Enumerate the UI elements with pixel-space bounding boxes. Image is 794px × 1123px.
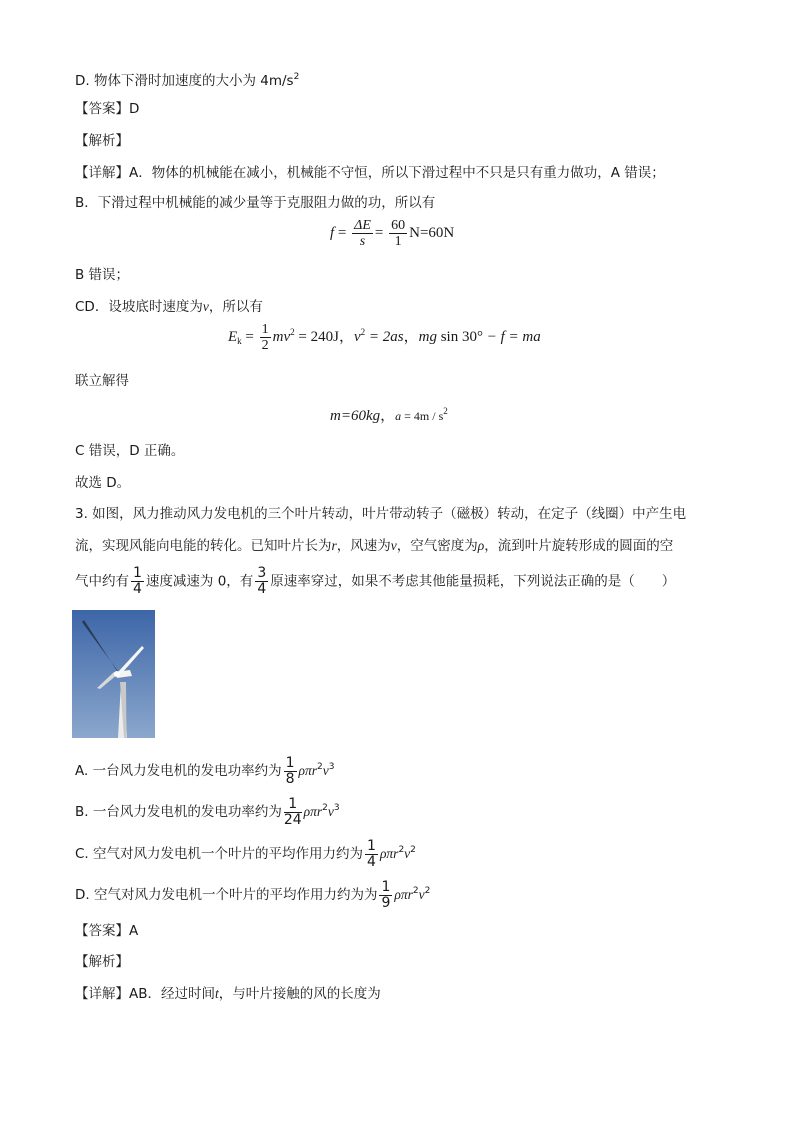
option-b: B. 一台风力发电机的发电功率约为 $\frac{1}{24}$ $\rho\pi r^2v^3$ bbox=[75, 795, 340, 828]
equation-result: m=60kg，$a = 4m / s^2$ bbox=[330, 406, 448, 424]
fraction-one-quarter: $\frac{1}{4}$ bbox=[133, 565, 142, 597]
option-d: D. 空气对风力发电机一个叶片的平均作用力约为为 $\frac{1}{9}$ $\rho\pi r^2v^2$ bbox=[75, 878, 431, 911]
wind-turbine-photo bbox=[72, 610, 155, 738]
option-a: A. 一台风力发电机的发电功率约为 $\frac{1}{8}$ $\rho\pi r^2v^3$ bbox=[75, 754, 335, 787]
fraction-one-half: $\frac{1}{2}$ bbox=[261, 322, 269, 353]
option-d-prev: D. 物体下滑时加速度的大小为 $4m/s^2$ bbox=[75, 72, 300, 89]
detail-line-b: B．下滑过程中机械能的减少量等于克服阻力做的功，所以有 bbox=[75, 195, 436, 211]
choose-line: 故选 D。 bbox=[75, 475, 131, 491]
fraction-option-d: $\frac{1}{9}$ bbox=[381, 878, 391, 911]
answer-prev: 【答案】D bbox=[75, 101, 140, 117]
conclusion-line: C 错误，D 正确。 bbox=[75, 443, 185, 459]
fraction-option-c: $\frac{1}{4}$ bbox=[367, 837, 376, 870]
analysis-label-prev: 【解析】 bbox=[75, 133, 129, 149]
fraction-delta-e-over-s: $\frac{\Delta E}{s}$ bbox=[354, 218, 371, 249]
fraction-three-quarters: $\frac{3}{4}$ bbox=[257, 565, 267, 597]
fraction-option-a: $\frac{1}{8}$ bbox=[285, 754, 295, 787]
equation-energy: $E_k$ = $\frac{1}{2}$ $mv^2 = 240J$，$v^2 = 2as$，mg sin 30° − f = ma bbox=[228, 322, 541, 353]
fraction-60-over-1: $\frac{60}{1}$ bbox=[391, 218, 406, 249]
detail-ab-line: 【详解】AB．经过时间t，与叶片接触的风的长度为 bbox=[75, 986, 381, 1002]
detail-line-a: 【详解】A．物体的机械能在减小，机械能不守恒，所以下滑过程中不只是只有重力做功，A 错误； bbox=[75, 165, 665, 181]
q3-line-3: 气中约有 $\frac{1}{4}$ 速度减速为 0，有 $\frac{3}{4}$ 原速率穿过，如果不考虑其他能量损耗，下列说法正确的是（ ） bbox=[75, 565, 676, 597]
equation-friction: f = $\frac{\Delta E}{s}$ = $\frac{60}{1}$ N=60N bbox=[330, 218, 455, 249]
q3-line-1: 3. 如图，风力推动风力发电机的三个叶片转动，叶片带动转子（磁极）转动，在定子（线圈）中产生电 bbox=[75, 506, 687, 522]
turbine-hub bbox=[114, 671, 120, 677]
option-c: C. 空气对风力发电机一个叶片的平均作用力约为 $\frac{1}{4}$ $\rho\pi r^2v^2$ bbox=[75, 837, 416, 870]
b-wrong: B 错误； bbox=[75, 267, 130, 283]
q3-line-2: 流，实现风能向电能的转化。已知叶片长为r，风速为v，空气密度为ρ，流到叶片旋转形成的圆面的空 bbox=[75, 538, 674, 554]
answer-q3: 【答案】A bbox=[75, 923, 139, 939]
cd-line: CD．设坡底时速度为v，所以有 bbox=[75, 299, 263, 315]
analysis-label-q3: 【解析】 bbox=[75, 954, 129, 970]
fraction-option-b: $\frac{1}{24}$ bbox=[283, 795, 302, 828]
combine-line: 联立解得 bbox=[75, 373, 129, 389]
